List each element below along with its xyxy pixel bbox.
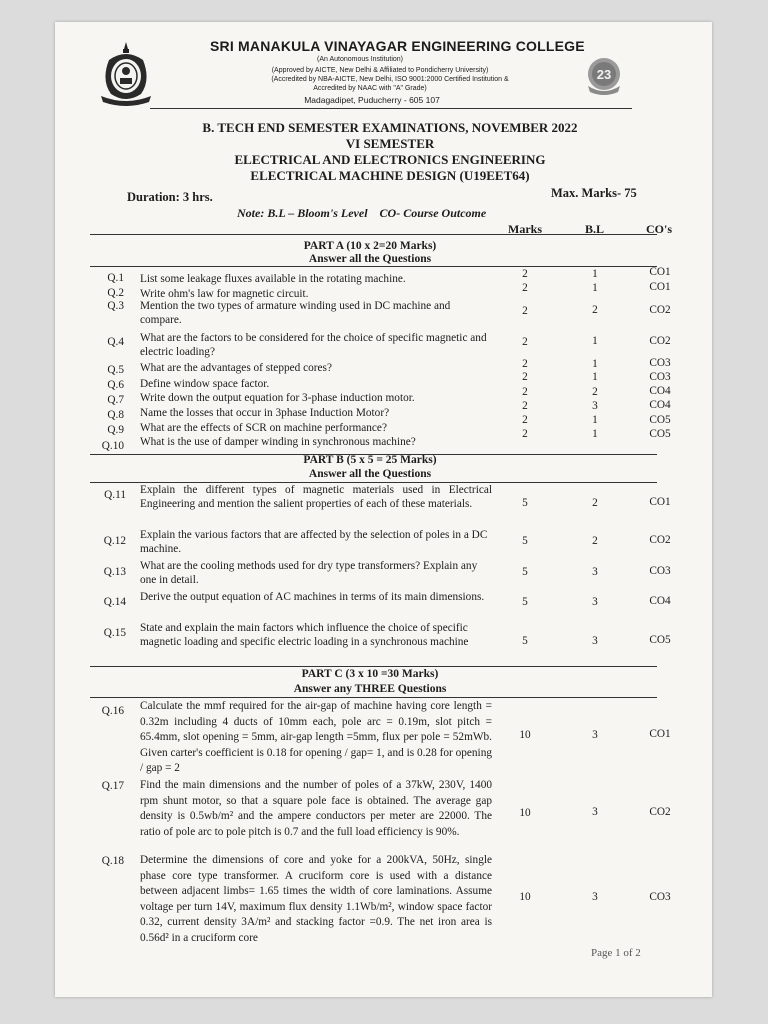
question-marks: 5 [522, 566, 528, 578]
header-divider [150, 108, 632, 109]
question-co: CO2 [649, 534, 671, 546]
note: Note: B.L – Bloom's Level CO- Course Outcome [237, 206, 487, 220]
question-marks: 10 [519, 891, 531, 903]
exam-title: B. TECH END SEMESTER EXAMINATIONS, NOVEMBER 2022 [202, 120, 578, 135]
approval-line: (Approved by AICTE, New Delhi & Affiliated to Pondicherry University) [271, 67, 489, 74]
question-number: Q.7 [107, 394, 124, 406]
question-co: CO5 [649, 428, 671, 440]
accreditation-line: (Accredited by NBA-AICTE, New Delhi, ISO 9001:2000 Certified Institution & [271, 76, 509, 83]
part-a-instruction: Answer all the Questions [308, 253, 432, 265]
page-number: Page 1 of 2 [591, 947, 641, 959]
question-bl: 3 [592, 400, 598, 412]
part-c-divider [90, 697, 657, 698]
question-marks: 5 [522, 535, 528, 547]
autonomous-line: (An Autonomous Institution) [317, 56, 403, 63]
question-co: CO3 [649, 357, 671, 369]
question-text: Name the losses that occur in 3phase Induction Motor? [140, 407, 390, 419]
college-address: Madagadipet, Puducherry - 605 107 [304, 95, 440, 105]
question-bl: 3 [592, 635, 598, 647]
question-marks: 2 [522, 358, 528, 370]
question-text: Write ohm's law for magnetic circuit. [140, 288, 309, 300]
question-text: What is the use of damper winding in synchronous machine? [140, 436, 416, 448]
question-bl: 1 [592, 268, 598, 280]
question-co: CO2 [649, 304, 671, 316]
question-co: CO3 [649, 565, 671, 577]
question-marks: 2 [522, 400, 528, 412]
question-number: Q.5 [107, 364, 124, 376]
question-number: Q.11 [104, 489, 126, 501]
question-co: CO3 [649, 371, 671, 383]
part-b-end-divider [90, 666, 657, 667]
question-number: Q.12 [103, 535, 126, 547]
question-marks: 5 [522, 635, 528, 647]
question-marks: 2 [522, 371, 528, 383]
bl-column-header: B.L [585, 222, 605, 236]
question-bl: 2 [592, 535, 598, 547]
question-text: Explain the various factors that are affected by the selection of poles in a DC machine. [140, 529, 488, 555]
question-co: CO1 [649, 281, 671, 293]
question-bl: 3 [592, 596, 598, 608]
question-bl: 1 [592, 282, 598, 294]
question-co: CO5 [649, 414, 671, 426]
question-text: Derive the output equation of AC machines in terms of its main dimensions. [140, 591, 485, 603]
part-b-instruction: Answer all the Questions [308, 468, 432, 480]
part-b-title: PART B (5 x 5 = 25 Marks) [303, 454, 437, 466]
question-text: List some leakage fluxes available in the rotating machine. [140, 273, 406, 285]
question-bl: 1 [592, 358, 598, 370]
question-bl: 1 [592, 428, 598, 440]
question-text: What are the effects of SCR on machine performance? [140, 422, 387, 434]
question-text: Find the main dimensions and the number of poles of a 37kW, 230V, 1400 rpm shunt motor, so that a square pole face is obtained. The average gap density is 0.5wb/m² and the ampere conductors per meter are 22000. The ratio of pole arc to pole pitch is 0.7 and the full load efficiency is 90%. [140, 779, 492, 838]
question-marks: 10 [519, 807, 531, 819]
question-bl: 1 [592, 414, 598, 426]
question-co: CO1 [649, 496, 671, 508]
question-number: Q.18 [101, 855, 124, 867]
question-co: CO2 [649, 806, 671, 818]
question-bl: 2 [592, 304, 598, 316]
question-marks: 5 [522, 497, 528, 509]
college-name: SRI MANAKULA VINAYAGAR ENGINEERING COLLEGE [210, 38, 585, 54]
question-co: CO4 [649, 385, 671, 397]
question-co: CO4 [649, 595, 671, 607]
part-c-instruction: Answer any THREE Questions [293, 683, 447, 695]
question-co: CO1 [649, 266, 671, 278]
question-number: Q.13 [103, 566, 126, 578]
question-number: Q.2 [107, 287, 124, 299]
question-text: Define window space factor. [140, 378, 270, 390]
question-number: Q.17 [101, 780, 124, 792]
question-marks: 5 [522, 596, 528, 608]
part-a-divider [90, 266, 657, 267]
question-co: CO1 [649, 728, 671, 740]
question-marks: 2 [522, 305, 528, 317]
question-co: CO4 [649, 399, 671, 411]
question-text: What are the cooling methods used for dry type transformers? Explain any one in detail. [140, 560, 478, 586]
co-column-header: CO's [646, 222, 673, 236]
badge-number: 23 [596, 67, 612, 82]
question-text: Mention the two types of armature winding used in DC machine and compare. [140, 300, 451, 326]
question-number: Q.10 [101, 440, 124, 452]
department: ELECTRICAL AND ELECTRONICS ENGINEERING [234, 152, 546, 167]
question-marks: 2 [522, 336, 528, 348]
question-marks: 2 [522, 282, 528, 294]
question-bl: 1 [592, 371, 598, 383]
part-c-title: PART C (3 x 10 =30 Marks) [301, 668, 439, 680]
question-bl: 1 [592, 335, 598, 347]
question-co: CO3 [649, 891, 671, 903]
question-text: Determine the dimensions of core and yoke for a 200kVA, 50Hz, single phase core type transformer. A cruciform core is used with a distance between adjacent limbs= 1.65 times the width of core laminations. Assume voltage per turn 14V, maximum flux density 1.1Wb/m², window space factor 0.32, current density 3A/m² and stacking factor =0.9. The net iron area is 0.56d² in a cruciform core [140, 854, 492, 944]
question-marks: 2 [522, 268, 528, 280]
question-marks: 10 [519, 729, 531, 741]
question-text: State and explain the main factors which influence the choice of specific magnetic loading and specific electric loading in a synchronous machine [140, 622, 469, 648]
question-number: Q.9 [107, 424, 124, 436]
question-bl: 3 [592, 806, 598, 818]
question-bl: 3 [592, 729, 598, 741]
question-text: Calculate the mmf required for the air-gap of machine having core length = 0.32m including 4 ducts of 10mm each, pole arc = 0.19m, slot pitch = 65.4mm, slot opening = 5mm, air-gap length =5mm, flux per pole = 52mWb. Given carter's coefficient is 0.18 for opening / gap= 1, and is 0.28 for opening / gap = 2 [140, 700, 492, 774]
question-marks: 2 [522, 414, 528, 426]
anniversary-badge [582, 56, 626, 96]
question-bl: 2 [592, 497, 598, 509]
column-header-divider [90, 234, 657, 235]
question-number: Q.16 [101, 705, 124, 717]
college-logo [97, 40, 155, 106]
part-a-title: PART A (10 x 2=20 Marks) [303, 240, 437, 252]
question-text: Explain the different types of magnetic materials used in Electrical Engineering and mention the salient properties of each of these materials. [140, 484, 492, 510]
question-number: Q.14 [103, 596, 126, 608]
question-marks: 2 [522, 428, 528, 440]
question-number: Q.8 [107, 409, 124, 421]
subject: ELECTRICAL MACHINE DESIGN (U19EET64) [250, 168, 530, 183]
question-text: Write down the output equation for 3-phase induction motor. [140, 392, 415, 404]
question-bl: 3 [592, 566, 598, 578]
question-number: Q.1 [107, 272, 124, 284]
question-number: Q.6 [107, 379, 124, 391]
question-number: Q.15 [103, 627, 126, 639]
max-marks: Max. Marks- 75 [551, 186, 637, 200]
naac-line: Accredited by NAAC with "A" Grade) [313, 85, 427, 92]
question-bl: 2 [592, 386, 598, 398]
question-number: Q.4 [107, 336, 124, 348]
question-co: CO5 [649, 634, 671, 646]
semester: VI SEMESTER [345, 136, 435, 151]
question-text: What are the factors to be considered for the choice of specific magnetic and electric loading? [140, 332, 487, 358]
marks-column-header: Marks [508, 222, 542, 236]
question-marks: 2 [522, 386, 528, 398]
question-number: Q.3 [107, 300, 124, 312]
duration: Duration: 3 hrs. [127, 190, 213, 204]
question-bl: 3 [592, 891, 598, 903]
question-co: CO2 [649, 335, 671, 347]
question-text: What are the advantages of stepped cores? [140, 362, 332, 374]
